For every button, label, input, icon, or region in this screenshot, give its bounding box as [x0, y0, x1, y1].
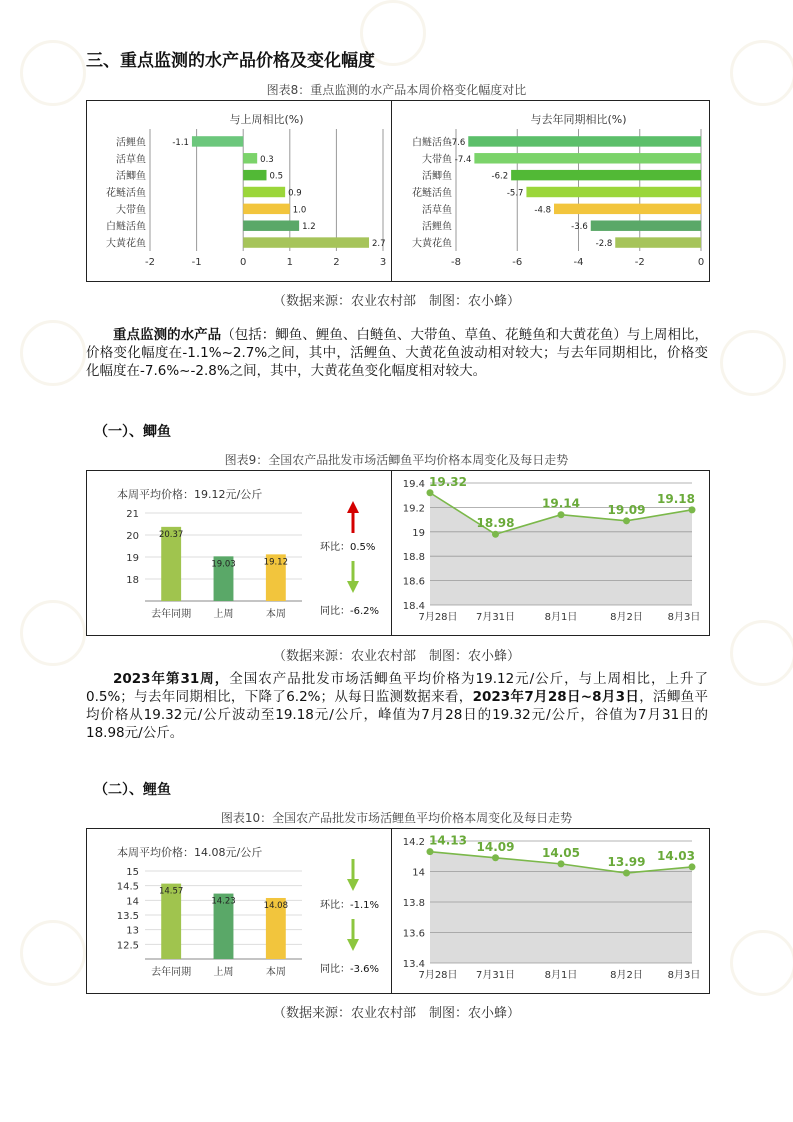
tick-label: -4	[573, 257, 584, 268]
subsection-title-carp: （二）、鲤鱼	[94, 782, 171, 798]
data-label: -2.8	[595, 239, 613, 250]
tongbi-label: 同比：-6.2%	[320, 606, 380, 617]
x-tick-label: 7月31日	[475, 970, 516, 981]
data-point	[689, 506, 696, 513]
category-label: 上周	[213, 967, 234, 978]
x-tick-label: 7月31日	[475, 612, 516, 623]
category-label: 本周	[265, 967, 286, 978]
bar	[243, 204, 290, 214]
chart10-line-svg	[392, 829, 709, 993]
category-label: 大带鱼	[422, 154, 452, 166]
category-label: 活鲤鱼	[116, 137, 146, 149]
data-label: 14.08	[263, 900, 289, 911]
para1-text: （包括：鲫鱼、鲤鱼、白鲢鱼、大带鱼、草鱼、花鲢鱼和大黄花鱼）与上周相比，价格变化幅度在-1.1%~2.7%之间，其中，活鲤鱼、大黄花鱼波动相对较大；与去年同期相比，价格变化幅度在-7.6%~-2.8%之间，其中，大黄花鱼变化幅度相对较大。	[86, 327, 709, 379]
tick-label: 19	[412, 527, 425, 539]
tick-label: -6	[512, 257, 523, 268]
watermark-logo	[20, 320, 86, 386]
category-label: 去年同期	[151, 967, 192, 978]
chart-title: 与去年同期相比(%)	[530, 113, 627, 126]
data-label: 19.03	[211, 559, 236, 570]
x-tick-label: 7月28日	[418, 970, 458, 981]
chart9-bar-svg	[87, 471, 391, 635]
data-label: 14.05	[542, 845, 580, 860]
data-point	[623, 870, 630, 877]
tick-label: 18	[126, 575, 139, 586]
tick-label: -8	[451, 257, 461, 268]
chart9-caption: 图表9：全国农产品批发市场活鲫鱼平均价格本周变化及每日走势	[224, 453, 569, 467]
chart8-left-svg	[87, 101, 391, 281]
tick-label: 18.4	[402, 601, 425, 612]
paragraph-1	[86, 326, 708, 380]
category-label: 本周	[265, 609, 286, 620]
tick-label: 21	[126, 509, 139, 520]
data-label: -4.8	[534, 205, 551, 216]
data-point	[558, 511, 565, 518]
data-label: -6.2	[491, 171, 509, 182]
tick-label: 18.6	[402, 576, 425, 588]
data-label: 14.57	[158, 886, 184, 897]
data-label: -7.6	[448, 137, 466, 148]
chart9-line-svg	[392, 471, 709, 635]
data-label: 14.03	[657, 848, 695, 863]
tick-label: 13.6	[402, 928, 425, 940]
tick-label: 19.2	[402, 503, 425, 515]
category-label: 大黄花鱼	[106, 238, 146, 250]
category-label: 白鲢活鱼	[412, 137, 452, 149]
data-label: 0.9	[288, 188, 302, 199]
section-title: 三、重点监测的水产品价格及变化幅度	[86, 51, 375, 71]
para2-text-1: 全国农产品批发市场活鲫鱼平均价格为19.12元/公斤，与上周相比，上升了0.5%；与去年同期相比，下降了6.2%；从每日监测数据来看，	[86, 671, 708, 705]
x-tick-label: 8月2日	[610, 612, 643, 623]
category-label: 花鲢活鱼	[412, 188, 452, 199]
tongbi-arrow	[347, 561, 359, 593]
data-label: 19.12	[263, 557, 289, 568]
data-label: 0.5	[269, 171, 284, 182]
x-tick-label: 8月1日	[544, 612, 578, 623]
tick-label: 0	[697, 257, 705, 268]
data-label: 19.18	[657, 491, 695, 506]
chart10-bar-svg	[87, 829, 391, 993]
data-label: 1.0	[292, 205, 307, 216]
arrow-head	[347, 879, 359, 891]
tick-label: 14	[412, 867, 425, 879]
category-label: 白鲢活鱼	[106, 221, 146, 233]
tick-label: 3	[379, 257, 387, 268]
data-label: -5.7	[506, 188, 524, 199]
tick-label: 20	[126, 531, 139, 542]
tick-label: 1	[286, 257, 293, 268]
tick-label: 2	[333, 257, 340, 268]
tick-label: 12.5	[116, 940, 139, 952]
data-point	[492, 531, 499, 538]
data-point	[427, 489, 434, 496]
avg-price-label: 本周平均价格：19.12元/公斤	[117, 488, 263, 501]
chart8-source: （数据来源：农业农村部 制图：农小蜂）	[272, 294, 520, 309]
bar	[243, 153, 257, 163]
paragraph-2	[86, 670, 708, 742]
category-label: 活草鱼	[422, 204, 452, 216]
data-point	[689, 863, 696, 870]
tick-label: 18.8	[402, 552, 425, 564]
bar	[511, 170, 701, 180]
data-label: 18.98	[476, 516, 515, 531]
x-tick-label: 8月3日	[667, 612, 701, 623]
huanbi-label: 环比：0.5%	[320, 542, 376, 553]
bar	[243, 220, 299, 230]
bar	[468, 136, 701, 146]
x-tick-label: 8月3日	[667, 970, 701, 981]
category-label: 活鲫鱼	[422, 171, 452, 183]
bar	[192, 136, 243, 146]
tick-label: 19	[126, 553, 139, 564]
subsection-title-crucian: （一）、鲫鱼	[94, 424, 171, 440]
tongbi-arrow	[347, 919, 359, 951]
data-point	[492, 854, 499, 861]
tick-label: 19.4	[402, 479, 425, 490]
para2-bold-1: 2023年第31周，	[113, 671, 230, 687]
data-label: -3.6	[571, 222, 588, 233]
data-label: 0.3	[260, 154, 274, 165]
huanbi-arrow	[347, 859, 359, 891]
data-label: 14.09	[476, 839, 515, 854]
arrow-head	[347, 939, 359, 951]
para2-bold-2: 2023年7月28日~8月3日	[472, 689, 640, 705]
category-label: 去年同期	[151, 609, 192, 620]
data-label: 14.13	[429, 833, 467, 848]
tick-label: 0	[240, 257, 247, 268]
bar	[243, 237, 369, 247]
tick-label: 13.5	[116, 911, 139, 922]
x-tick-label: 8月2日	[610, 970, 643, 981]
category-label: 大黄花鱼	[412, 238, 452, 250]
chart9-frame	[86, 470, 710, 636]
data-label: -7.4	[454, 154, 472, 165]
category-label: 活鲫鱼	[116, 171, 146, 183]
bar	[591, 220, 701, 230]
tick-label: 15	[126, 867, 139, 878]
bar	[474, 153, 701, 163]
watermark-logo	[720, 330, 786, 396]
data-label: 1.2	[302, 222, 316, 233]
category-label: 活鲤鱼	[422, 221, 452, 233]
category-label: 活草鱼	[116, 154, 146, 166]
tick-label: -1	[191, 257, 202, 268]
chart10-frame	[86, 828, 710, 994]
category-label: 大带鱼	[116, 204, 146, 216]
tick-label: 14.2	[402, 837, 425, 848]
chart8-caption: 图表8：重点监测的水产品本周价格变化幅度对比	[266, 83, 527, 97]
chart8-frame	[86, 100, 710, 282]
category-label: 花鲢活鱼	[106, 188, 146, 199]
bar	[554, 204, 701, 214]
data-label: 2.7	[372, 239, 386, 250]
huanbi-arrow	[347, 501, 359, 533]
tick-label: 14.5	[116, 881, 139, 893]
bar	[243, 187, 285, 197]
category-label: 上周	[213, 609, 234, 620]
para1-bold: 重点监测的水产品	[113, 327, 222, 343]
bar	[243, 170, 266, 180]
x-tick-label: 7月28日	[418, 612, 458, 623]
watermark-logo	[20, 920, 86, 986]
tick-label: 13	[126, 925, 139, 937]
tick-label: 13.4	[402, 959, 425, 970]
data-label: 20.37	[158, 529, 184, 540]
data-label: 19.14	[542, 496, 580, 511]
x-tick-label: 8月1日	[544, 970, 578, 981]
chart10-caption: 图表10：全国农产品批发市场活鲤鱼平均价格本周变化及每日走势	[220, 811, 573, 825]
tick-label: -2	[145, 257, 155, 268]
chart9-source: （数据来源：农业农村部 制图：农小蜂）	[272, 649, 520, 664]
bar	[615, 237, 701, 247]
watermark-logo	[730, 930, 793, 996]
tick-label: 13.8	[402, 898, 425, 909]
tongbi-label: 同比：-3.6%	[320, 964, 380, 975]
chart8-right-svg	[392, 101, 709, 281]
data-label: 13.99	[607, 855, 646, 870]
data-point	[427, 848, 434, 855]
area-fill	[430, 852, 692, 963]
tick-label: -2	[634, 257, 645, 268]
para2-text-2: ，活鲫鱼平均价格从19.32元/公斤波动至19.18元/公斤，峰值为7月28日的19.32元/公斤，谷值为7月31日的18.98元/公斤。	[86, 689, 709, 741]
data-label: 19.09	[607, 502, 646, 517]
tick-label: 14	[126, 896, 139, 908]
arrow-head	[347, 501, 359, 513]
data-label: 19.32	[429, 474, 467, 489]
huanbi-label: 环比：-1.1%	[320, 900, 380, 911]
data-point	[623, 517, 630, 524]
data-point	[558, 860, 565, 867]
chart-title: 与上周相比(%)	[229, 113, 304, 126]
data-label: 14.23	[211, 896, 236, 907]
avg-price-label: 本周平均价格：14.08元/公斤	[117, 846, 263, 859]
chart10-source: （数据来源：农业农村部 制图：农小蜂）	[272, 1006, 520, 1021]
bar	[526, 187, 701, 197]
arrow-head	[347, 581, 359, 593]
data-label: -1.1	[172, 137, 189, 148]
